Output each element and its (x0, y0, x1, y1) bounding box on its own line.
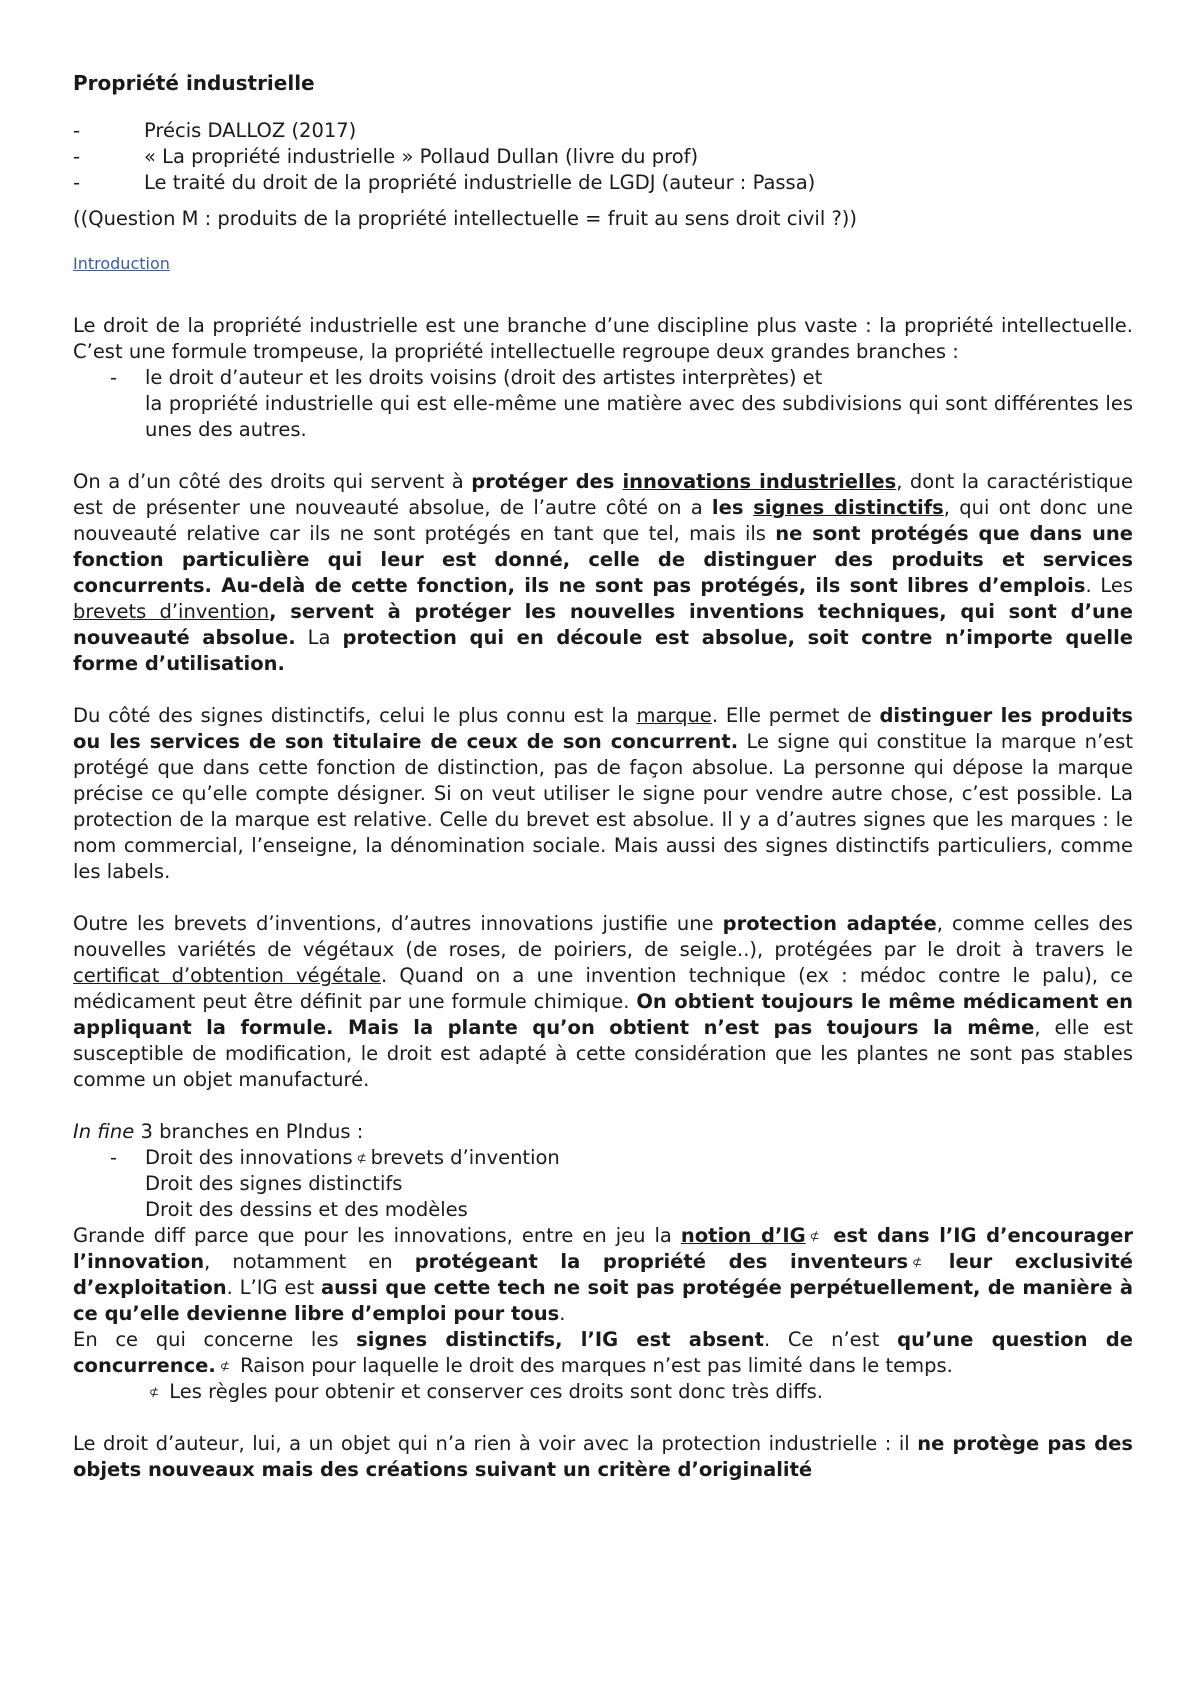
spacer (73, 1405, 1133, 1431)
branches-list (73, 365, 1133, 443)
paragraph-vegetaux: Outre les brevets d’inventions, d’autres innovations justifie une protection adaptée, comme celles des nouvelles variétés de végétaux (de roses, de poiriers, de seigle..), protégées par le droit à travers le certificat d’obtention végétale. Quand on a une invention technique (ex : médoc contre le palu), ce médicament peut être définit par une formule chimique. On obtient toujours le même médicament en appliquant la formule. Mais la plante qu’on obtient n’est pas toujours la même, elle est susceptible de modification, le droit est adapté à cette considération que les plantes ne sont pas stables comme un objet manufacturé. (73, 912, 1133, 1091)
paragraph-droit-auteur: Le droit d’auteur, lui, a un objet qui n’a rien à voir avec la protection industrielle : il ne protège pas des objets nouveaux mais des créations suivant un critère d’originalité (73, 1432, 1133, 1481)
indented-conclusion: ⊄ Les règles pour obtenir et conserver ces droits sont donc très diffs. (149, 1380, 823, 1403)
arrow-icon: ⊄ (809, 1229, 820, 1243)
list-item: la propriété industrielle qui est elle-même une matière avec des subdivisions qui sont différentes les unes des autres. (145, 392, 1133, 441)
document-page (73, 70, 1133, 1483)
paragraph-definition: Le droit de la propriété industrielle est une branche d’une discipline plus vaste : la propriété intellectuelle. C’est une formule trompeuse, la propriété intellectuelle regroupe deux grandes branches : (73, 314, 1133, 363)
list-item: Droit des dessins et des modèles (145, 1198, 468, 1221)
list-item: Droit des signes distinctifs (145, 1172, 403, 1195)
paragraph-innovations: On a d’un côté des droits qui servent à protéger des innovations industrielles, dont la caractéristique est de présenter une nouveauté absolue, de l’autre côté on a les signes distinctifs, qui ont donc une nouveauté relative car ils ne sont protégés en tant que tel, mais ils ne sont protégés que dans une fonction particulière qui leur est donné, celle de distinguer des produits et services concurrents. Au-delà de cette fonction, ils ne sont pas protégés, ils sont libres d’emplois. Les brevets d’invention, servent à protéger les nouvelles inventions techniques, qui sont d’une nouveauté absolue. La protection qui en découle est absolue, soit contre n’importe quelle forme d’utilisation. (73, 470, 1134, 675)
list-bullet: - (73, 145, 81, 168)
paragraph-signes-distinctifs: En ce qui concerne les signes distinctifs, l’IG est absent. Ce n’est qu’une question de concurrence. ⊄ Raison pour laquelle le droit des marques n’est pas limité dans le temps. (73, 1328, 1133, 1377)
reference-list (73, 118, 1133, 196)
list-bullet: - (110, 1146, 118, 1169)
arrow-icon: ⊄ (219, 1359, 230, 1373)
spacer (73, 443, 1133, 469)
list-bullet: - (73, 119, 81, 142)
introduction-heading-link[interactable]: Introduction (73, 254, 170, 273)
spacer (73, 677, 1133, 703)
paragraph-interet-general: Grande diff parce que pour les innovations, entre en jeu la notion d’IG ⊄ est dans l’IG d’encourager l’innovation, notamment en protégeant la propriété des inventeurs ⊄ leur exclusivité d’exploitation. L’IG est aussi que cette tech ne soit pas protégée perpétuellement, de manière à ce qu’elle devienne libre d’emploi pour tous. (73, 1224, 1134, 1325)
paragraph-marque: Du côté des signes distinctifs, celui le plus connu est la marque. Elle permet de distinguer les produits ou les services de son titulaire de ceux de son concurrent. Le signe qui constitue la marque n’est protégé que dans cette fonction de distinction, pas de façon absolue. La personne qui dépose la marque précise ce qu’elle compte désigner. Si on veut utiliser le signe pour vendre autre chose, c’est possible. La protection de la marque est relative. Celle du brevet est absolue. Il y a d’autres signes que les marques : le nom commercial, l’enseigne, la dénomination sociale. Mais aussi des signes distinctifs particuliers, comme les labels. (73, 704, 1134, 883)
spacer (73, 885, 1133, 911)
spacer (73, 1093, 1133, 1119)
question-note: ((Question M : produits de la propriété intellectuelle = fruit au sens droit civil ?)) (73, 207, 858, 230)
list-bullet: - (110, 366, 118, 389)
paragraph-in-fine: In fine 3 branches en PIndus : (73, 1120, 364, 1143)
reference-item: - Précis DALLOZ (2017) (73, 119, 357, 142)
arrow-icon: ⊄ (149, 1385, 160, 1399)
reference-item: - « La propriété industrielle » Pollaud Dullan (livre du prof) (73, 145, 699, 168)
list-bullet: - (73, 171, 81, 194)
arrow-icon: ⊄ (356, 1151, 367, 1165)
document-title: Propriété industrielle (73, 71, 315, 95)
pindus-branches-list (73, 1145, 1133, 1223)
list-item: - le droit d’auteur et les droits voisins (droit des artistes interprètes) et (110, 366, 823, 389)
arrow-icon: ⊄ (912, 1255, 923, 1269)
list-item: - Droit des innovations ⊄ brevets d’invention (110, 1146, 560, 1169)
reference-item: - Le traité du droit de la propriété industrielle de LGDJ (auteur : Passa) (73, 171, 816, 194)
